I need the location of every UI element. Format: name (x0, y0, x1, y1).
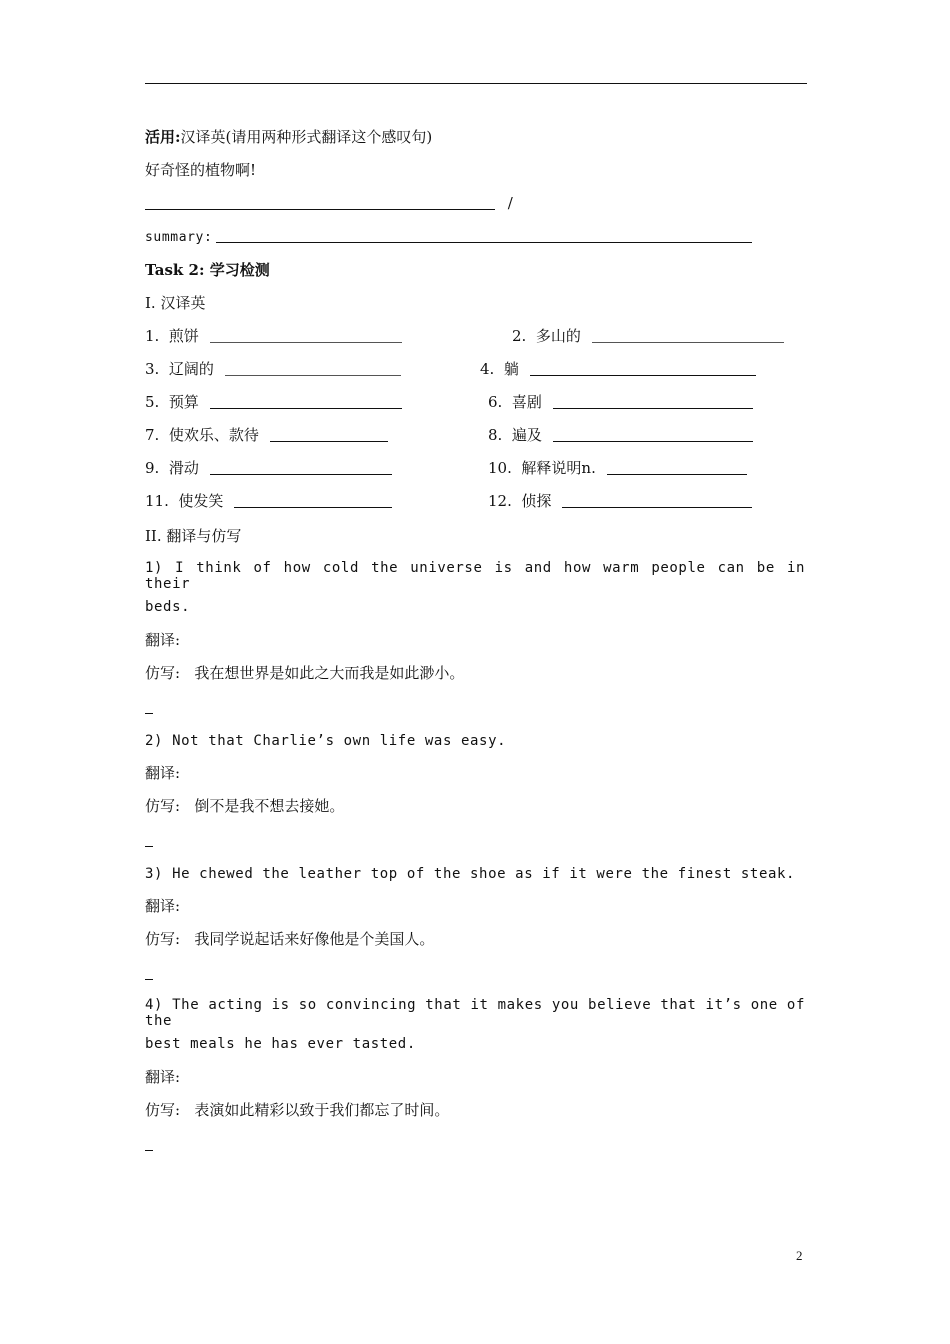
vocab-item-10 (488, 458, 747, 478)
vocab-number: 7. (145, 426, 160, 444)
vocab-item-8 (488, 425, 753, 445)
item1-translate-label: 翻译: (145, 631, 181, 649)
item4-sentence-line2: best meals he has ever tasted. (145, 1036, 416, 1052)
vocab-item-1 (145, 326, 402, 346)
imitate-label: 仿写: (145, 930, 181, 948)
imitate-sentence: 表演如此精彩以致于我们都忘了时间。 (194, 1101, 450, 1119)
vocab-blank[interactable] (553, 394, 753, 409)
section1-title: I. 汉译英 (145, 294, 206, 312)
vocab-item-2 (512, 326, 784, 346)
vocab-number: 12. (488, 492, 512, 510)
activation-label: 活用: (145, 128, 181, 146)
vocab-item-5 (145, 392, 402, 412)
item2-translate-label: 翻译: (145, 764, 181, 782)
item1-answer-dash[interactable] (145, 713, 153, 714)
summary-label: summary: (145, 230, 213, 245)
vocab-item-7 (145, 425, 388, 445)
item3-answer-dash[interactable] (145, 979, 153, 980)
vocab-number: 6. (488, 393, 503, 411)
vocab-blank[interactable] (210, 328, 402, 343)
vocab-word: 多山的 (535, 327, 581, 345)
item3-imitate-row (145, 929, 434, 949)
vocab-item-3 (145, 359, 401, 379)
item1-imitate-row (145, 663, 464, 683)
vocab-blank[interactable] (210, 394, 402, 409)
vocab-word: 煎饼 (168, 327, 199, 345)
vocab-item-11 (145, 491, 392, 511)
vocab-word: 侦探 (521, 492, 552, 510)
vocab-blank[interactable] (270, 427, 388, 442)
item4-sentence-line1: 4) The acting is so convincing that it makes you believe that it’s one of the (145, 997, 805, 1029)
imitate-sentence: 倒不是我不想去接她。 (194, 797, 345, 815)
item3-translate-label: 翻译: (145, 897, 181, 915)
vocab-item-9 (145, 458, 392, 478)
vocab-number: 9. (145, 459, 160, 477)
item3-sentence: 3) He chewed the leather top of the shoe as if it were the finest steak. (145, 866, 796, 882)
vocab-blank[interactable] (530, 361, 756, 376)
item4-imitate-row (145, 1100, 449, 1120)
vocab-blank[interactable] (234, 493, 392, 508)
imitate-label: 仿写: (145, 1101, 181, 1119)
vocab-word: 滑动 (168, 459, 199, 477)
vocab-item-6 (488, 392, 753, 412)
answer-blank-1[interactable] (145, 195, 495, 210)
imitate-label: 仿写: (145, 797, 181, 815)
vocab-item-4 (480, 359, 756, 379)
vocab-blank[interactable] (562, 493, 752, 508)
header-rule (145, 83, 807, 84)
item2-answer-dash[interactable] (145, 846, 153, 847)
item1-sentence-line1: 1) I think of how cold the universe is and how warm people can be in their (145, 560, 805, 592)
item1-sentence-line2: beds. (145, 599, 191, 615)
vocab-word: 躺 (503, 360, 519, 378)
vocab-number: 2. (512, 327, 527, 345)
vocab-word: 使欢乐、款待 (168, 426, 259, 444)
vocab-blank[interactable] (607, 460, 747, 475)
summary-blank[interactable] (216, 228, 752, 243)
vocab-word: 喜剧 (511, 393, 542, 411)
vocab-number: 5. (145, 393, 160, 411)
vocab-blank[interactable] (225, 361, 401, 376)
vocab-number: 3. (145, 360, 160, 378)
vocab-blank[interactable] (553, 427, 753, 442)
summary-row (145, 228, 752, 248)
page-number: 2 (796, 1248, 803, 1263)
item4-translate-label: 翻译: (145, 1068, 181, 1086)
imitate-sentence: 我在想世界是如此之大而我是如此渺小。 (194, 664, 465, 682)
activation-instruction-line (145, 127, 432, 147)
answer-separator: / (507, 194, 513, 212)
vocab-word: 遍及 (511, 426, 542, 444)
imitate-label: 仿写: (145, 664, 181, 682)
vocab-number: 8. (488, 426, 503, 444)
vocab-item-12 (488, 491, 752, 511)
vocab-number: 10. (488, 459, 512, 477)
vocab-blank[interactable] (210, 460, 392, 475)
vocab-word: 辽阔的 (168, 360, 214, 378)
vocab-word: 使发笑 (178, 492, 224, 510)
exclamation-sentence: 好奇怪的植物啊! (145, 161, 257, 179)
vocab-number: 1. (145, 327, 160, 345)
vocab-word: 解释说明n. (521, 459, 596, 477)
vocab-number: 11. (145, 492, 169, 510)
task2-title: Task 2: 学习检测 (145, 261, 270, 279)
item2-sentence: 2) Not that Charlie’s own life was easy. (145, 733, 507, 749)
activation-instruction: 汉译英(请用两种形式翻译这个感叹句) (180, 128, 433, 146)
item2-imitate-row (145, 796, 344, 816)
vocab-blank[interactable] (592, 328, 784, 343)
answer-blanks-row (145, 193, 513, 213)
vocab-word: 预算 (168, 393, 199, 411)
section2-title: II. 翻译与仿写 (145, 527, 242, 545)
imitate-sentence: 我同学说起话来好像他是个美国人。 (194, 930, 435, 948)
item4-answer-dash[interactable] (145, 1150, 153, 1151)
vocab-number: 4. (480, 360, 495, 378)
